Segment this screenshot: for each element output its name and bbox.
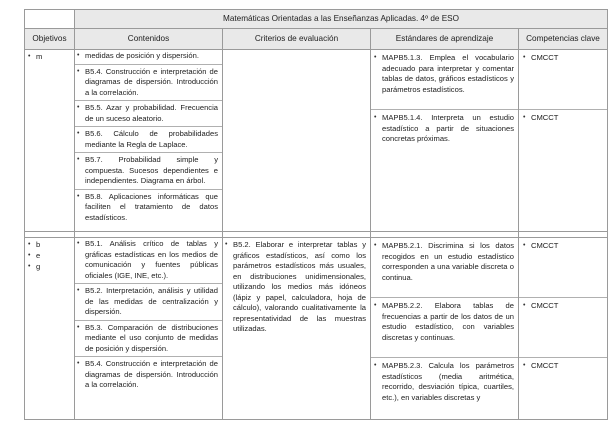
contents-cell: [75, 238, 223, 420]
curriculum-table: [24, 9, 608, 420]
bullet-icon: •: [374, 54, 377, 61]
bullet-icon: •: [77, 192, 80, 200]
content-row: [25, 50, 608, 232]
curriculum-sheet: [24, 9, 611, 439]
column-header-row: [25, 29, 608, 50]
content-text: B5.3. Comparación de distribuciones mediante el uso conjunto de medidas de posición y dispersión.: [85, 322, 218, 353]
objective-item: [28, 52, 71, 63]
content-item: [75, 238, 222, 284]
bullet-icon: •: [28, 241, 31, 248]
competence-item: [519, 298, 607, 358]
content-item: [75, 127, 222, 153]
standard-text: MAPB5.2.2. Elabora tablas de frecuencias a partir de los datos de un estudio estadístico, con variables discretas y continuas.: [382, 301, 514, 342]
content-text: B5.8. Aplicaciones informáticas que faciliten el tratamiento de datos estadísticos.: [85, 191, 218, 222]
bullet-icon: •: [523, 114, 526, 121]
standards-cell: [371, 50, 519, 232]
criteria-cell: [223, 50, 371, 232]
content-item: [75, 321, 222, 358]
bullet-icon: •: [523, 302, 526, 309]
bullet-icon: •: [77, 104, 80, 111]
content-row: [25, 238, 608, 420]
standard-item: [371, 298, 518, 358]
standard-item: [371, 110, 518, 231]
competence-item: [519, 50, 607, 110]
content-item: [75, 357, 222, 393]
competence-code: CMCCT: [531, 113, 559, 122]
standard-item: [371, 50, 518, 110]
bullet-icon: •: [77, 130, 80, 137]
competence-code: CMCCT: [531, 301, 559, 310]
competence-item: [519, 358, 607, 419]
objectives-cell: [25, 50, 75, 232]
objective-item: [28, 262, 71, 273]
criteria-text: B5.2. Elaborar e interpretar tablas y gráficos estadísticos, así como los parámetros estadísticos más usuales, en distribuciones unidimensionales, utilizando los medios más idóneos (lápiz y papel, calculadora, hoja de cálculo), valorando cualitativamente la representatividad de las muestras utilizadas.: [233, 240, 366, 333]
objectives-cell: [25, 238, 75, 420]
content-item: [75, 50, 222, 65]
col-header-estandares: Estándares de aprendizaje: [371, 29, 519, 50]
standard-text: MAPB5.1.4. Interpreta un estudio estadístico a partir de situaciones concretas próximas.: [382, 113, 514, 143]
bullet-icon: •: [523, 242, 526, 249]
content-item: [75, 190, 222, 226]
title-spacer: [25, 10, 75, 29]
objective-code: e: [36, 251, 41, 260]
content-text: B5.7. Probabilidad simple y compuesta. Sucesos dependientes e independientes. Diagrama en árbol.: [85, 155, 218, 185]
standard-text: MAPB5.2.3. Calcula los parámetros estadísticos (media aritmética, recorrido, desviación típica, cuartiles, etc.), en variables discretas y: [382, 361, 514, 402]
standard-text: MAPB5.2.1. Discrimina si los datos recogidos en un estudio estadístico corresponden a una variable discreta o continua.: [382, 241, 514, 282]
bullet-icon: •: [374, 362, 377, 369]
content-item: [75, 284, 222, 321]
objective-item: [28, 251, 71, 262]
bullet-icon: •: [28, 263, 31, 270]
competence-code: CMCCT: [531, 361, 559, 370]
bullet-icon: •: [28, 53, 31, 60]
criteria-cell: [223, 238, 371, 420]
bullet-icon: •: [523, 54, 526, 61]
objective-item: [28, 240, 71, 251]
criteria-item: [223, 238, 370, 337]
col-header-contenidos: Contenidos: [75, 29, 223, 50]
content-item: [75, 101, 222, 127]
bullet-icon: •: [77, 156, 80, 163]
competences-cell: [519, 238, 608, 420]
standard-text: MAPB5.1.3. Emplea el vocabulario adecuado para interpretar y comentar tablas de datos, gráficos estadísticos y parámetros estadísticos.: [382, 53, 514, 94]
bullet-icon: •: [77, 360, 80, 367]
col-header-competencias: Competencias clave: [519, 29, 608, 50]
content-item: [75, 65, 222, 102]
bullet-icon: •: [523, 362, 526, 369]
bullet-icon: •: [77, 287, 80, 294]
content-text: B5.4. Construcción e interpretación de diagramas de dispersión. Introducción a la correlación.: [85, 66, 218, 97]
competence-code: CMCCT: [531, 241, 559, 250]
bullet-icon: •: [77, 240, 80, 247]
standard-item: [371, 358, 518, 419]
bullet-icon: •: [374, 302, 377, 309]
bullet-icon: •: [225, 241, 228, 248]
bullet-icon: •: [374, 242, 377, 249]
objective-code: b: [36, 240, 41, 249]
content-text: B5.5. Azar y probabilidad. Frecuencia de un suceso aleatorio.: [85, 103, 218, 123]
title-row: [25, 10, 608, 29]
bullet-icon: •: [28, 252, 31, 259]
contents-cell: [75, 50, 223, 232]
content-item: [75, 153, 222, 190]
table-title: Matemáticas Orientadas a las Enseñanzas Aplicadas. 4º de ESO: [75, 10, 608, 29]
objectives-list: [25, 50, 74, 65]
content-text: B5.1. Análisis crítico de tablas y gráficas estadísticas en los medios de comunicación y fuentes públicas oficiales (IGE, INE, etc.).: [85, 239, 218, 280]
competence-item: [519, 238, 607, 298]
content-text: B5.6. Cálculo de probabilidades mediante la Regla de Laplace.: [85, 129, 218, 149]
col-header-criterios: Criterios de evaluación: [223, 29, 371, 50]
bullet-icon: •: [77, 52, 80, 59]
standard-item: [371, 238, 518, 298]
standards-cell: [371, 238, 519, 420]
objective-code: m: [36, 52, 43, 61]
objective-code: g: [36, 262, 41, 271]
bullet-icon: •: [374, 114, 377, 121]
bullet-icon: •: [77, 67, 80, 75]
bullet-icon: •: [77, 323, 80, 331]
col-header-objetivos: Objetivos: [25, 29, 75, 50]
content-text: B5.2. Interpretación, análisis y utilidad de las medidas de centralización y dispersión.: [85, 286, 218, 316]
competences-cell: [519, 50, 608, 232]
content-text: B5.4. Construcción e interpretación de diagramas de dispersión. Introducción a la correlación.: [85, 359, 218, 389]
content-text: medidas de posición y dispersión.: [85, 51, 199, 60]
competence-item: [519, 110, 607, 231]
objectives-list: [25, 238, 74, 275]
competence-code: CMCCT: [531, 53, 559, 62]
